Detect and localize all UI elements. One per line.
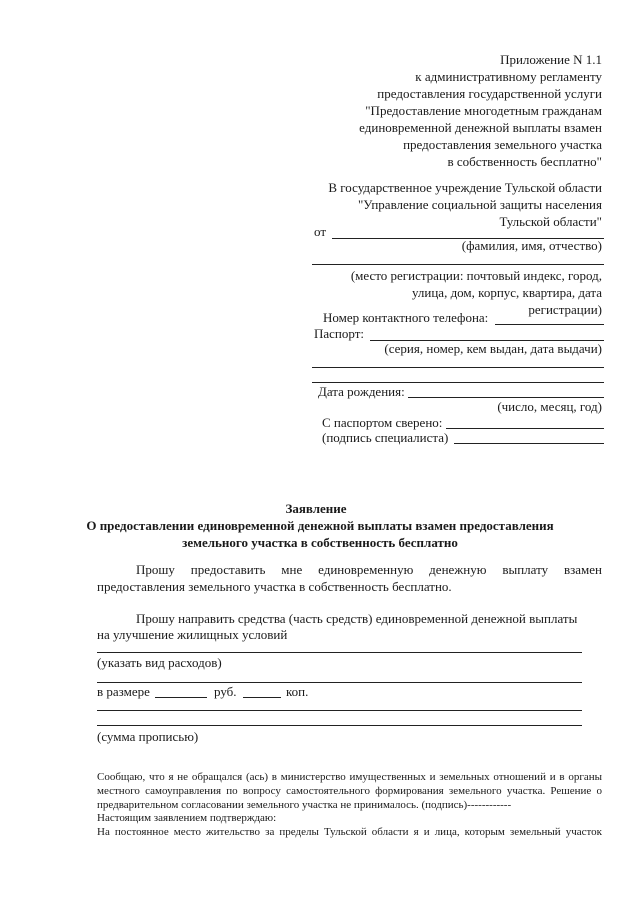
verified-label: С паспортом сверено: xyxy=(322,415,443,430)
statement-subtitle-2: земельного участка в собственность бесплатно xyxy=(182,535,458,550)
footer-line-4: Настоящим заявлением подтверждаю: xyxy=(97,812,277,824)
passport-label: Паспорт: xyxy=(314,326,365,341)
birth-field[interactable] xyxy=(408,397,604,398)
passport-hint: (серия, номер, кем выдан, дата выдачи) xyxy=(384,341,602,356)
appendix-line-3: предоставления государственной услуги xyxy=(377,86,602,101)
birth-label: Дата рождения: xyxy=(318,384,405,399)
from-label: от xyxy=(314,224,327,239)
footer-line-2: местного самоуправления по вопросу самостоятельного формирования земельного участка. Решение о xyxy=(97,785,602,797)
para1-line-2: предоставления земельного участка в собственность бесплатно. xyxy=(97,579,452,594)
appendix-line-1: Приложение N 1.1 xyxy=(500,52,602,67)
specialist-label: (подпись специалиста) xyxy=(322,430,449,445)
kop-label: коп. xyxy=(286,684,309,699)
birth-hint: (число, месяц, год) xyxy=(497,399,602,414)
registration-hint-3: регистрации) xyxy=(528,302,602,317)
appendix-line-4: "Предоставление многодетным гражданам xyxy=(365,103,602,118)
para2-line-2: на улучшение жилищных условий xyxy=(97,627,288,642)
passport-extra-line-1[interactable] xyxy=(312,367,604,368)
specialist-sign-field[interactable] xyxy=(454,443,604,444)
registration-line[interactable] xyxy=(312,264,604,265)
amount-words-line-1[interactable] xyxy=(97,710,582,711)
appendix-line-6: предоставления земельного участка xyxy=(403,137,602,152)
expense-line-2[interactable] xyxy=(97,682,582,683)
verified-field[interactable] xyxy=(446,428,604,429)
appendix-line-2: к административному регламенту xyxy=(415,69,602,84)
amount-kop-field[interactable] xyxy=(243,697,281,698)
registration-hint-1: (место регистрации: почтовый индекс, город, xyxy=(350,268,602,283)
addressee-line-2: "Управление социальной защиты населения xyxy=(357,197,602,212)
para1-line-1: Прошу предоставить мне единовременную денежную выплату взамен xyxy=(136,562,602,577)
footer-line-3: предварительном согласовании земельного участка не принималось. (подпись)------------ xyxy=(97,799,512,811)
appendix-line-7: в собственность бесплатно" xyxy=(447,154,602,169)
phone-label: Номер контактного телефона: xyxy=(323,310,489,325)
addressee-line-1: В государственное учреждение Тульской области xyxy=(328,180,602,195)
footer-line-1: Сообщаю, что я не обращался (ась) в министерство имущественных и земельных отношений и в органы xyxy=(97,771,602,783)
amount-rub-field[interactable] xyxy=(155,697,207,698)
passport-extra-line-2[interactable] xyxy=(312,382,604,383)
amount-words-line-2[interactable] xyxy=(97,725,582,726)
amount-words-hint: (сумма прописью) xyxy=(97,729,199,744)
para2-line-1: Прошу направить средства (часть средств) единовременной денежной выплаты xyxy=(136,611,578,626)
addressee-line-3: Тульской области" xyxy=(499,214,602,229)
appendix-line-5: единовременной денежной выплаты взамен xyxy=(359,120,602,135)
phone-field[interactable] xyxy=(495,324,604,325)
rub-label: руб. xyxy=(214,684,237,699)
expense-line[interactable] xyxy=(97,652,582,653)
footer-line-5: На постоянное место жительство за пределы Тульской области я и лица, которым земельный участок xyxy=(97,826,602,838)
amount-prefix: в размере xyxy=(97,684,150,699)
statement-title: Заявление xyxy=(285,501,347,516)
expense-hint: (указать вид расходов) xyxy=(97,655,222,670)
fio-hint: (фамилия, имя, отчество) xyxy=(461,238,602,253)
statement-subtitle-1: О предоставлении единовременной денежной выплаты взамен предоставления xyxy=(86,518,554,533)
registration-hint-2: улица, дом, корпус, квартира, дата xyxy=(411,285,602,300)
